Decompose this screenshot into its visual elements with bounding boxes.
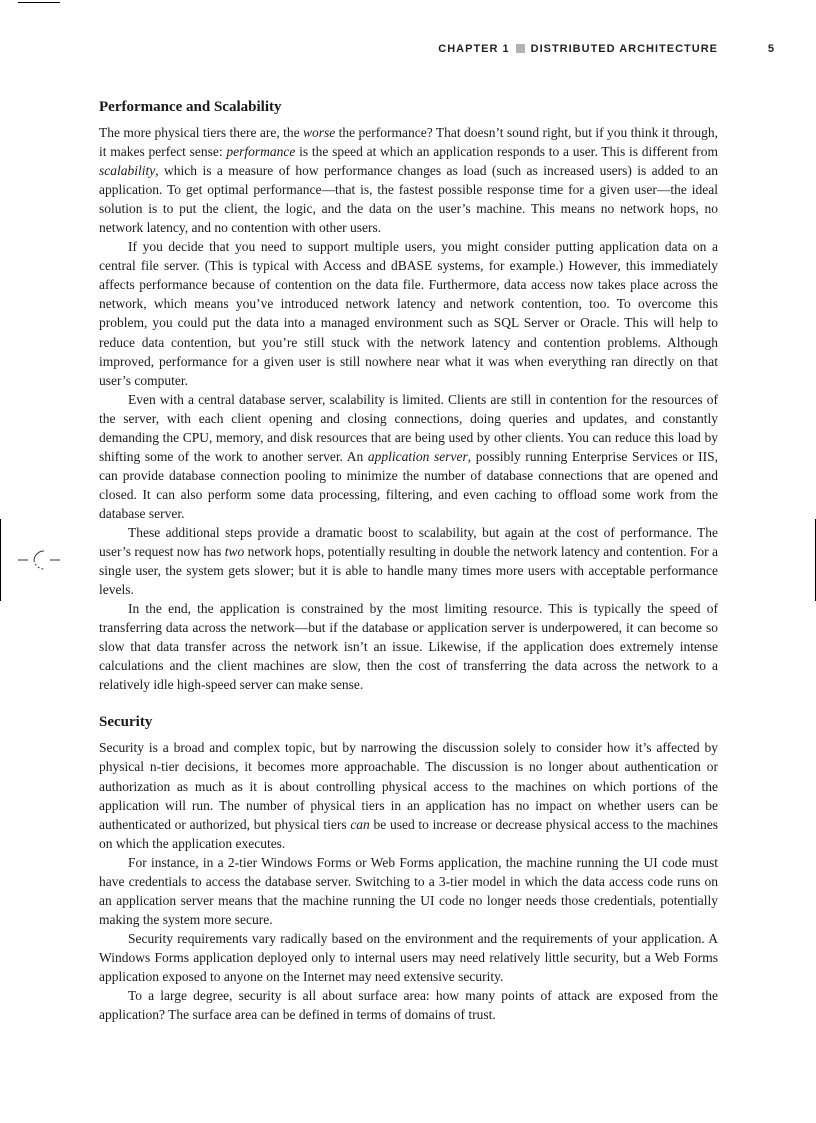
paragraph: Security requirements vary radically based on the environment and the requirements of your application. A Windows Forms application deployed only to internal users may need relatively little security, but a Web Forms application exposed to anyone on the Internet may need extensive security. xyxy=(99,930,718,984)
page-number: 5 xyxy=(767,43,774,55)
paragraph: The more physical tiers there are, the worse the performance? That doesn’t sound right, but if you think it through, it makes perfect sense: performance is the speed at which an application responds to a user. This is different from scalability, which is a measure of how performance changes as load (such as increased users) is added to an application. To get optimal performance—that is, the fastest possible response time for a given user—the ideal solution is to put the client, the logic, and the data on the user’s machine. This means no network hops, no network latency, and no contention with other users. xyxy=(99,125,718,236)
crop-mark-left-upper xyxy=(0,519,1,601)
chapter-label: CHAPTER 1 xyxy=(438,43,510,55)
section-heading-security: Security xyxy=(99,714,153,731)
running-header xyxy=(99,43,718,55)
paragraph: Security is a broad and complex topic, but by narrowing the discussion solely to consider how it’s affected by physical n-tier decisions, it becomes more approachable. The discussion is no longer about authentication or authorization as much as it is about controlling physical access to the machines on which portions of the application will run. The number of physical tiers in an application has no impact on whether users can be authenticated or authorized, but physical tiers can be used to increase or decrease physical access to the machines on which the application executes. xyxy=(99,740,718,851)
section-spacer xyxy=(99,694,718,713)
separator-square-icon xyxy=(516,44,525,53)
paragraph: Even with a central database server, scalability is limited. Clients are still in contention for the resources of the server, with each client opening and closing connections, doing queries and updates, and constantly demanding the CPU, memory, and disk resources that are being used by other clients. You can reduce this load by shifting some of the work to another server. An application server, possibly running Enterprise Services or IIS, can provide database connection pooling to minimize the number of database connections that are opened and closed. It can also perform some data processing, filtering, and even caching to offload some work from the database server. xyxy=(99,391,718,521)
chapter-title: DISTRIBUTED ARCHITECTURE xyxy=(530,43,718,55)
paragraph: For instance, in a 2-tier Windows Forms or Web Forms application, the machine running the UI code must have credentials to access the database server. Switching to a 3-tier model in which the data access code runs on an application server means that the machine running the UI code no longer needs those credentials, potentially making the system more secure. xyxy=(99,854,718,927)
paragraph: These additional steps provide a dramatic boost to scalability, but again at the cost of performance. The user’s request now has two network hops, potentially resulting in double the network latency and contention. For a single user, the system gets slower; but it is able to handle many times more users with acceptable performance levels. xyxy=(99,524,718,598)
section-heading-performance: Performance and Scalability xyxy=(99,99,282,115)
paragraph: To a large degree, security is all about surface area: how many points of attack are exposed from the application? The surface area can be defined in terms of domains of trust. xyxy=(99,988,718,1023)
registration-mark-icon xyxy=(18,545,62,575)
page-body xyxy=(99,98,718,1024)
crop-mark-top-left xyxy=(18,2,60,3)
paragraph: If you decide that you need to support multiple users, you might consider putting application data on a central file server. (This is typical with Access and dBASE systems, for example.) However, this immediately affects performance because of contention on the data file. Furthermore, data access now takes place across the network, which means you’ve introduced network latency and network contention, too. To overcome this problem, you could put the data into a managed environment such as SQL Server or Oracle. This will help to reduce data contention, but you’re still stuck with the network latency and contention problems. Although improved, performance for a given user is still nowhere near what it was when everything ran directly on that user’s computer. xyxy=(99,239,718,388)
paragraph: In the end, the application is constrained by the most limiting resource. This is typically the speed of transferring data across the network—but if the database or application server is underpowered, it can become so slow that data transfer across the network isn’t an issue. Likewise, if the application does extremely intense calculations and the client machines are slow, then the cost of transferring the data across the network to a relatively idle high-speed server can make sense. xyxy=(99,601,718,693)
